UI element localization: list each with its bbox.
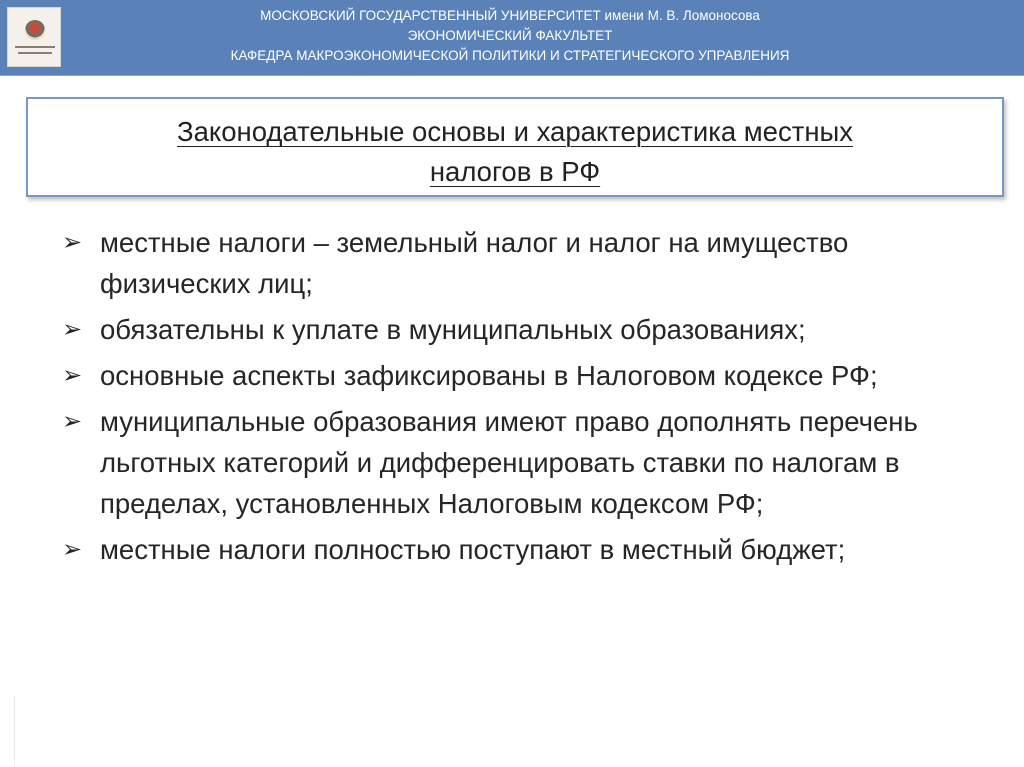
- list-item: [62, 355, 1002, 396]
- arrow-bullet-icon: ➢: [62, 536, 83, 563]
- list-item: [62, 401, 1002, 524]
- bullet-text: местные налоги – земельный налог и налог на имущество физических лиц;: [100, 227, 849, 299]
- title-box: [26, 97, 1004, 197]
- faculty-name: ЭКОНОМИЧЕСКИЙ ФАКУЛЬТЕТ: [407, 28, 613, 43]
- university-name: МОСКОВСКИЙ ГОСУДАРСТВЕННЫЙ УНИВЕРСИТЕТ имени М. В. Ломоносова: [260, 8, 760, 23]
- title-line-1: Законодательные основы и характеристика местных: [176, 116, 854, 147]
- university-emblem-icon: [25, 20, 45, 40]
- list-item: [62, 529, 1002, 570]
- list-item: [62, 222, 1002, 304]
- university-logo: [7, 7, 61, 67]
- bullet-list: [62, 222, 1002, 575]
- arrow-bullet-icon: ➢: [62, 362, 83, 389]
- logo-text-line: [15, 46, 55, 48]
- bullet-text: основные аспекты зафиксированы в Налоговом кодексе РФ;: [100, 360, 878, 391]
- slide-edge-line: [14, 696, 15, 766]
- logo-text-line: [18, 52, 52, 54]
- department-name: КАФЕДРА МАКРОЭКОНОМИЧЕСКОЙ ПОЛИТИКИ И СТРАТЕГИЧЕСКОГО УПРАВЛЕНИЯ: [230, 48, 790, 63]
- bullet-text: местные налоги полностью поступают в местный бюджет;: [100, 534, 846, 565]
- bullet-text: обязательны к уплате в муниципальных образованиях;: [100, 314, 806, 345]
- arrow-bullet-icon: ➢: [62, 229, 83, 256]
- slide-header: [0, 0, 1024, 76]
- arrow-bullet-icon: ➢: [62, 408, 83, 435]
- slide-title: [28, 112, 1002, 192]
- title-line-2: налогов в РФ: [429, 156, 601, 187]
- bullet-text: муниципальные образования имеют право дополнять перечень льготных категорий и дифференцировать ставки по налогам в пределах, установленных Налоговым кодексом РФ;: [100, 406, 918, 519]
- header-text: [160, 6, 860, 66]
- list-item: [62, 309, 1002, 350]
- arrow-bullet-icon: ➢: [62, 316, 83, 343]
